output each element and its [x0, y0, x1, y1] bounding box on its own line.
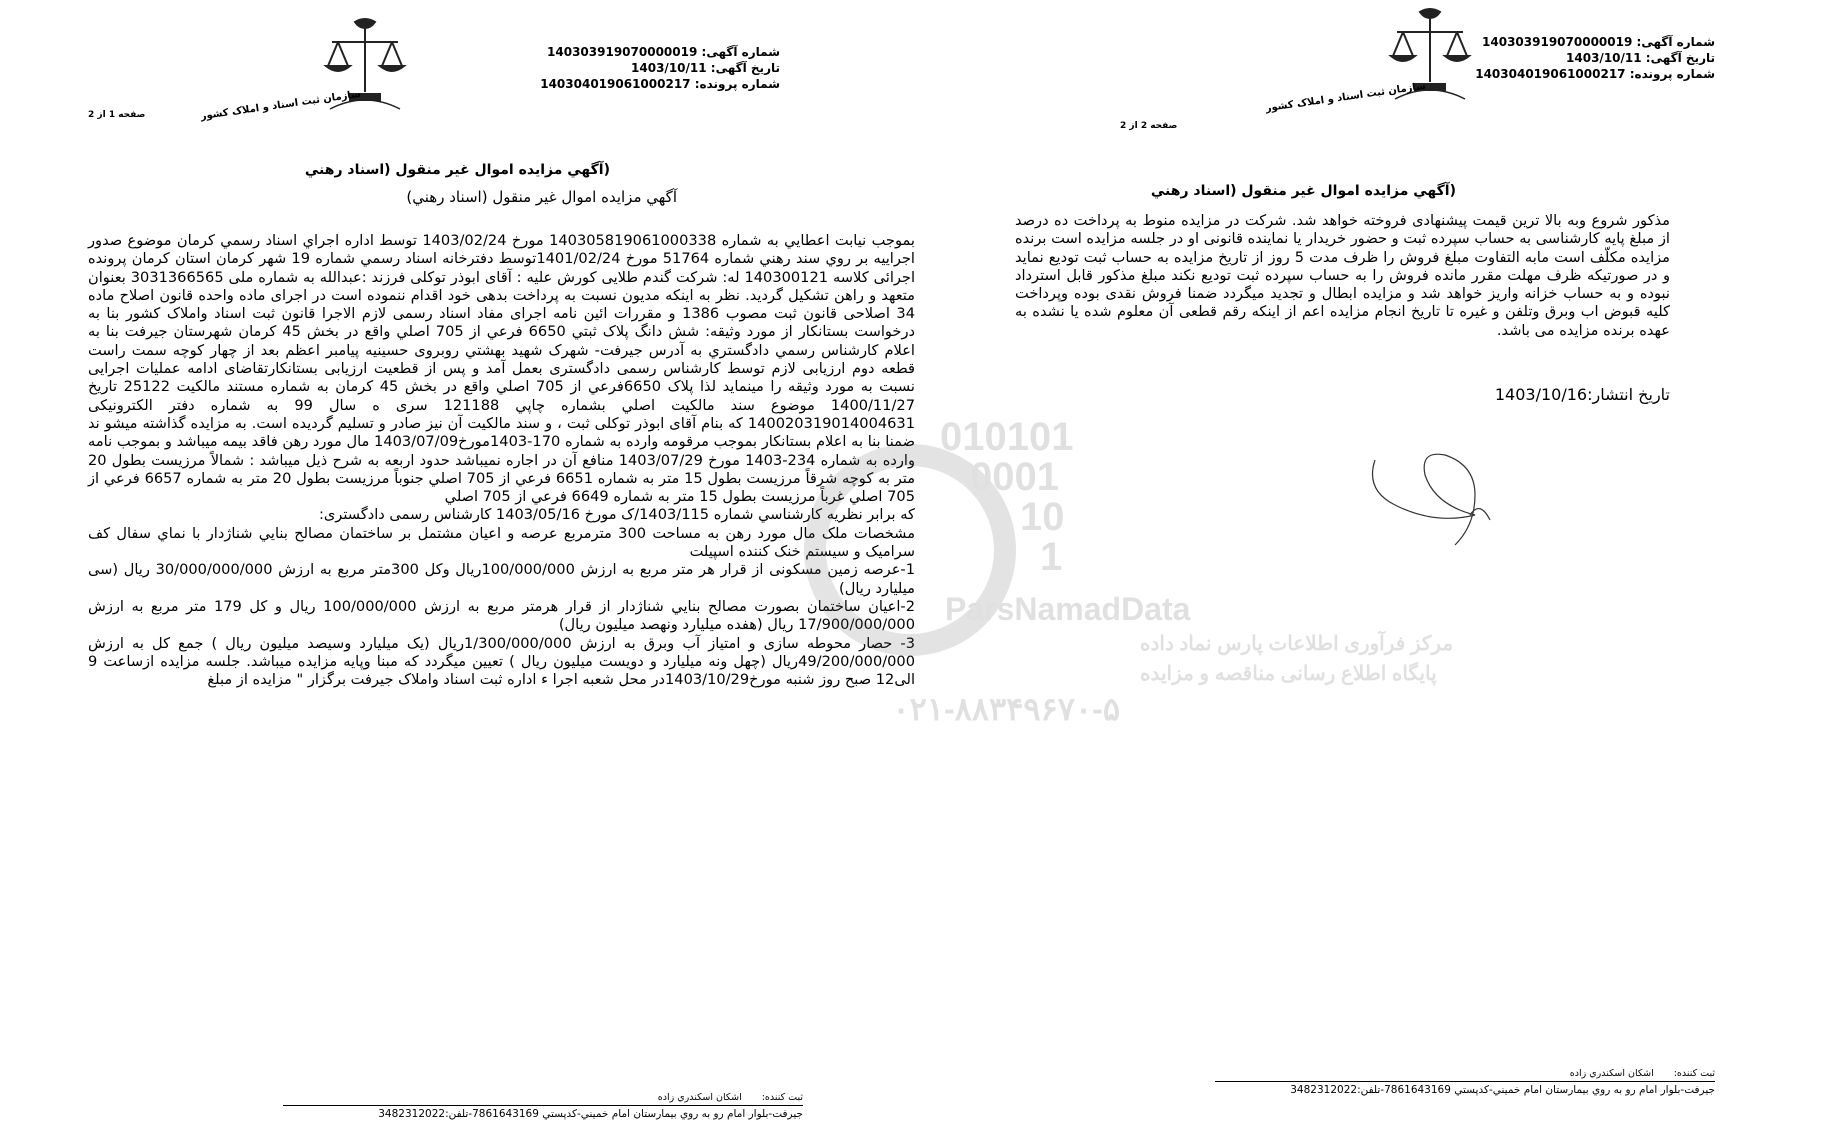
registrar-label: ثبت كننده:	[761, 1092, 803, 1103]
watermark-digits: 0001	[970, 455, 1059, 499]
file-number: 140304019061000217	[540, 77, 691, 91]
ad-date: 1403/10/11	[631, 61, 707, 75]
watermark-phone: ۰۲۱-۸۸۳۴۹۶۷۰-۵	[892, 691, 1120, 727]
file-number-label: شماره پرونده:	[1629, 67, 1715, 81]
ad-number-label: شماره آگهی:	[1636, 35, 1715, 49]
ad-date: 1403/10/11	[1566, 51, 1642, 65]
notice-body	[88, 232, 915, 689]
ad-number-label: شماره آگهی:	[701, 45, 780, 59]
file-number: 140304019061000217	[1475, 67, 1626, 81]
document-page-1	[0, 0, 915, 1145]
notice-title: (آگهي مزايده اموال غير منقول (اسناد رهني	[304, 162, 610, 178]
paragraph: مشخصات ملک مال مورد رهن به مساحت 300 مترمربع عرصه و اعيان مشتمل بر ساختمان مصالح بنايي شناژدار با نماي سفال کف سراميک و سيستم خنک کننده اسپيلت	[88, 524, 916, 561]
registrar-label: ثبت كننده:	[1673, 1068, 1715, 1079]
page-footer	[1215, 1068, 1715, 1096]
publication-date: تاريخ انتشار:1403/10/16	[1494, 385, 1670, 404]
paragraph: 1-عرصه زمين مسکونی از قرار هر متر مربع به ارزش 100/000/000ريال وکل 300متر مربع به ارزش 30/000/000/000 ريال (سی ميليارد ريال)	[88, 561, 915, 597]
emblem-caption: سازمان ثبت اسناد و املاک کشور	[200, 88, 362, 123]
ad-meta	[1475, 34, 1715, 82]
paragraph: 3- حصار محوطه سازی و امتياز آب وبرق به ارزش 1/300/000/000ريال (يک ميليارد وسيصد ميليون ريال ) جمع کل به ارزش 49/200/000/000ريال (چهل ونه ميليارد و دويست ميليون ريال ) تعيين ميگردد که مبنا وپايه مزايده ميباشد. جلسه مزايده ازساعت 9 الی12 صبح روز شنبه مورخ1403/10/29در محل شعبه اجرا ء اداره ثبت اسناد واملاک جيرفت برگزار " مزايده از مبلغ	[88, 634, 915, 689]
page-footer	[283, 1092, 803, 1120]
judiciary-emblem-icon	[1375, 4, 1485, 114]
ad-number: 140303919070000019	[547, 45, 698, 59]
signature-icon	[1345, 420, 1525, 550]
page-number: صفحه 2 از 2	[1120, 121, 1178, 131]
page-number: صفحه 1 از 2	[88, 110, 146, 120]
watermark-digits: 1	[1040, 535, 1063, 579]
ad-date-label: تاریخ آگهی:	[1645, 51, 1715, 65]
file-number-label: شماره پرونده:	[694, 77, 780, 91]
watermark-line2: پایگاه اطلاع رسانی مناقصه و مزایده	[1140, 663, 1437, 685]
watermark-digits: 010101	[940, 415, 1074, 459]
ad-date-label: تاریخ آگهی:	[710, 61, 780, 75]
watermark-line1: مرکز فرآوری اطلاعات پارس نماد داده	[1140, 633, 1454, 655]
paragraph: بموجب نيابت اعطايي به شماره 140305819061000338 مورخ 1403/02/24 توسط اداره اجراي اسناد رسمي کرمان موضوع صدور اجراييه بر روي سند رهني شماره 51764 مورخ 1401/02/24توسط دفترخانه اسناد رسمي شماره 19 شهر کرمان استان کرمان پرونده اجرائی کلاسه 140300121 له: شرکت گندم طلايی کورش عليه : آقای ابوذر توکلی فرزند :عبدالله به شماره ملی 3031366565 بعنوان متعهد و راهن تشکیل گردید. نظر به اینکه مدیون نسبت به پرداخت بدهی خود اقدام ننموده است در اجرای ماده واحده قانون اصلاح ماده 34 اصلاحی قانون ثبت مصوب 1386 و مقررات ائین نامه اجرای مفاد اسناد رسمی لازم الاجرا قانون ثبت اسناد واملاک کشور بنا به درخواست بستانکار از مورد وثیقه: شش دانگ پلاک ثبتي 6650 فرعي از 705 اصلي واقع در بخش 45 کرمان شهرستان جيرفت بنا به اعلام کارشناس رسمي دادگستري به آدرس جيرفت- شهرک شهيد بهشتي روبروی حسينيه پيامبر اعظم بعد از چهار کوچه سمت راست قطعه دوم ارزيابی لازم توسط کارشناس رسمی دادگستری بعمل آمد و پس از قطعیت ارزیابی بستانکارتقاضای ادامه عملیات اجرایی نسبت به مورد وثیقه را مینماید لذا پلاک 6650فرعي از 705 اصلي واقع در بخش 45 کرمان به شماره مستند مالکیت 25122 تاريخ 1400/11/27 موضوع سند مالکيت اصلي بشماره چاپي 121188 سری ه سال 99 به شماره دفتر الکترونيکی 140020319014004631 که بنام آقای ابوذر توکلی ثبت ، و سند مالکيت آن نيز صادر و تسليم گرديده است. به مزايده گذاشته ميشو ند ضمنا بنا به اعلام بستانکار بموجب مرقومه وارده به شماره 170-1403مورخ1403/07/09 مال مورد رهن فاقد بيمه ميباشد و بموجب نامه وارده به شماره 234-1403 مورخ 1403/07/29 منافع آن در اجاره نميباشد حدود اربعه به شرح ذيل ميباشد : شمالاً مرزيست بطول 20 متر به کوچه شرقاً مرزيست بطول 15 متر به شماره 6651 فرعي از 705 اصلي جنوباً مرزيست بطول 20 متر به شماره 6657 فرعي از 705 اصلي غرباً مرزيست بطول 15 متر به شماره 6649 فرعي از 705 اصلي	[88, 232, 916, 506]
footer-divider	[1215, 1081, 1715, 1082]
document-page-2	[915, 0, 1831, 1145]
watermark-digits: 10	[1020, 495, 1065, 539]
footer-address: جيرفت-بلوار امام رو به روي بيمارستان امام خميني-کدپستي 7861643169-تلفن:3482312022	[1290, 1084, 1715, 1096]
judiciary-emblem-icon	[310, 14, 420, 124]
paragraph: 2-اعيان ساختمان بصورت مصالح بنايي شناژدار از قرار هرمتر مربع به ارزش 100/000/000 ريال و کل 179 متر مربع به ارزش 17/900/000/000 ريال (هفده ميليارد ونهصد ميليون ريال)	[88, 597, 915, 634]
ad-number: 140303919070000019	[1482, 35, 1633, 49]
emblem-caption: سازمان ثبت اسناد و املاک کشور	[1265, 80, 1427, 115]
registrar-name: اشکان اسکندري زاده	[657, 1092, 742, 1103]
paragraph: مذکور شروع وبه بالا ترين قيمت پيشنهادی فروخته خواهد شد. شرکت در مزايده منوط به پرداخت ده درصد از مبلغ پايه کارشناسی به حساب سپرده ثبت و حضور خريدار يا نماينده قانونی او در جلسه مزايده است برنده مزايده مکلّف است مابه التفاوت مبلغ فروش را ظرف مدت 5 روز از تاريخ مزايده به حساب ثبت توديع نمايد و در صورتيکه ظرف مهلت مقرر مانده فروش را به حساب سپرده ثبت توديع نکند مبلغ مذکور قابل استرداد نبوده و به حساب خزانه واريز خواهد شد و مزايده ابطال و تجديد ميگردد ضمنا فروش نقدی بوده وپرداخت کليه قبوض اب وبرق وتلفن و غيره تا تاريخ انجام مزايده اعم از اينکه رقم قطعی آن معلوم شده يا نشده به عهده برنده مزايده می باشد.	[1015, 212, 1670, 339]
watermark-brand: ParsNamadData	[945, 591, 1191, 627]
paragraph: که برابر نظريه کارشناسي شماره 1403/115/ک مورخ 1403/05/16 کارشناس رسمی دادگستری:	[318, 506, 915, 524]
footer-address: جيرفت-بلوار امام رو به روي بيمارستان امام خميني-کدپستي 7861643169-تلفن:3482312022	[378, 1108, 803, 1120]
footer-divider	[283, 1105, 803, 1106]
notice-body	[1015, 212, 1670, 340]
ad-meta	[540, 44, 780, 92]
registrar-name: اشکان اسکندري زاده	[1569, 1068, 1654, 1079]
notice-title: (آگهي مزايده اموال غير منقول (اسناد رهني	[1150, 183, 1456, 199]
notice-subtitle: آگهي مزايده اموال غير منقول (اسناد رهني)	[406, 188, 677, 206]
